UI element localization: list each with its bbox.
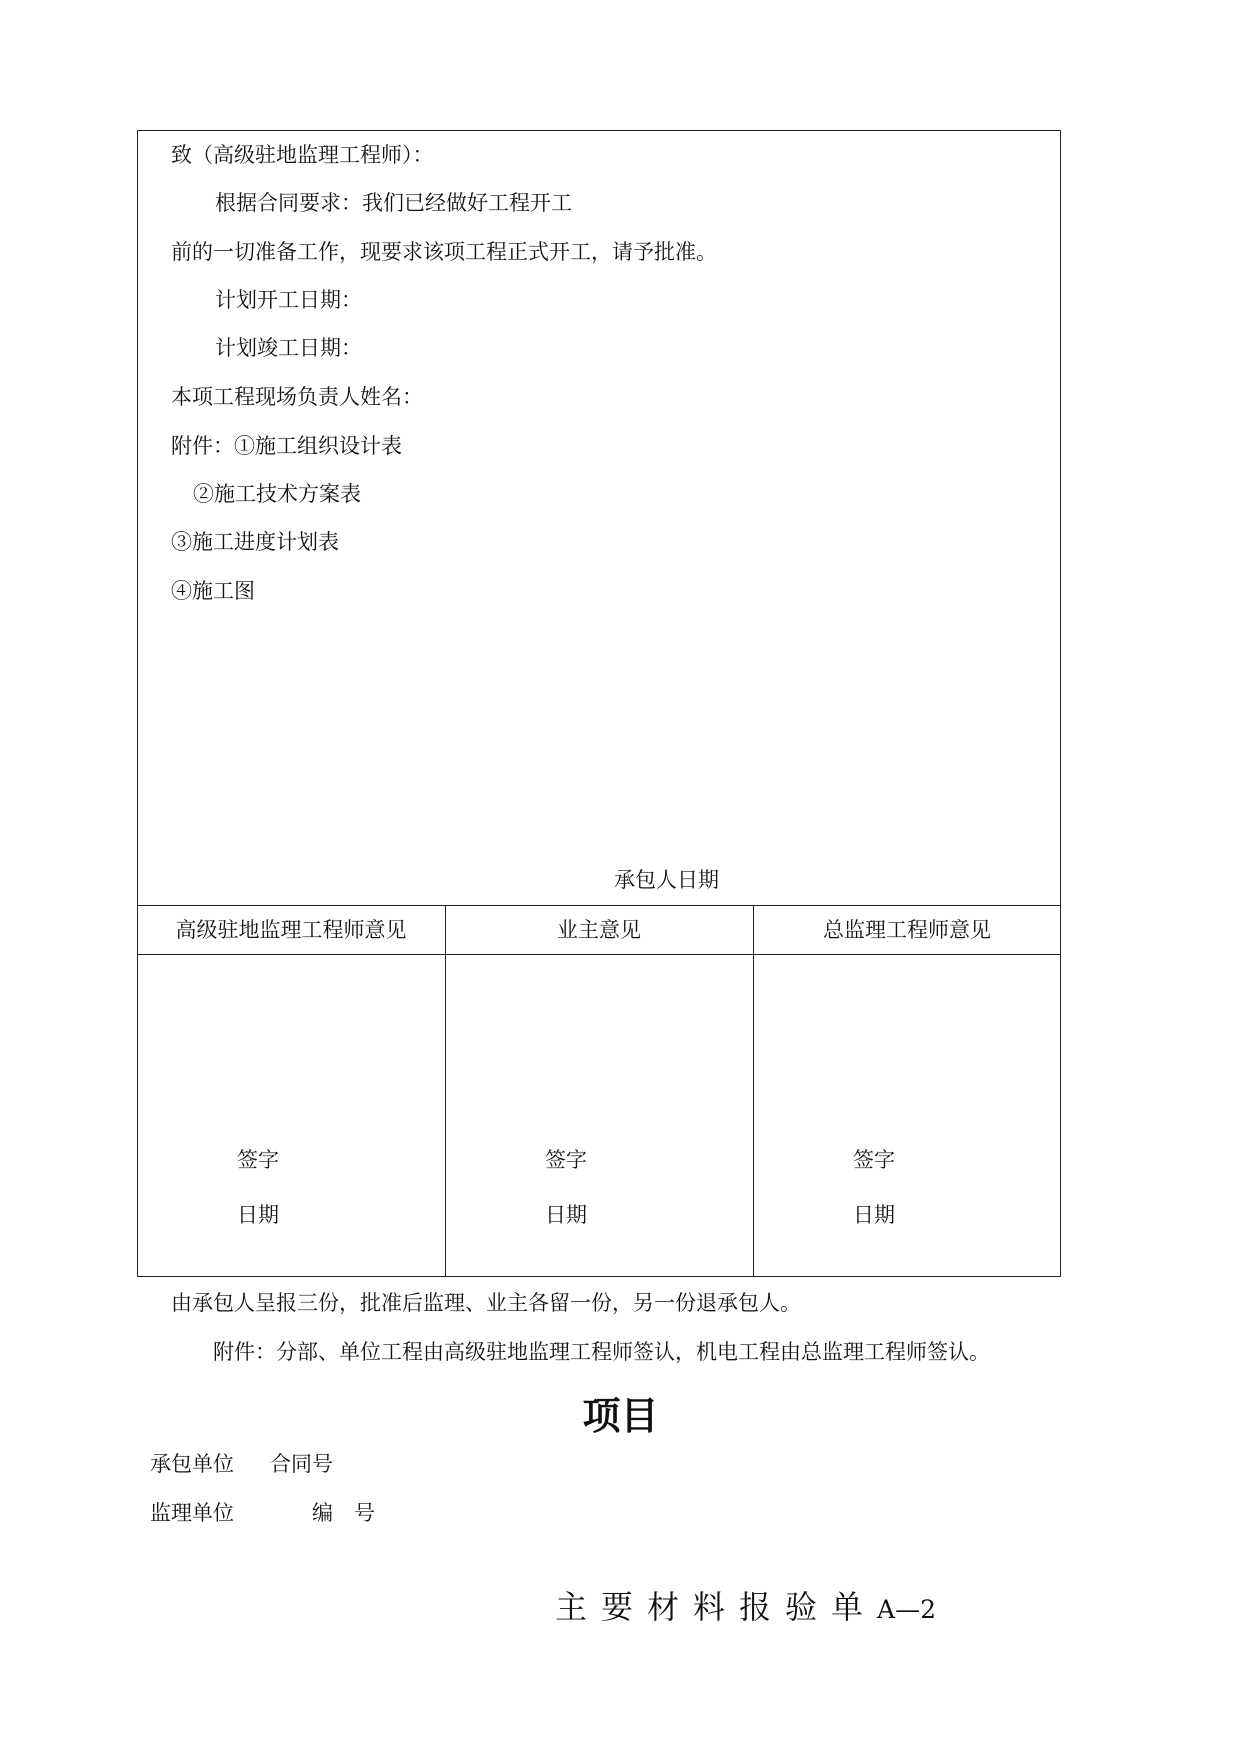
date-label: 日期 <box>237 1203 279 1227</box>
table-divider-top <box>137 905 1061 906</box>
contract-number-label: 合同号 <box>270 1452 333 1476</box>
attachment-3: ③施工进度计划表 <box>171 530 339 554</box>
material-inspection-form-title <box>555 1582 936 1628</box>
date-label: 日期 <box>545 1203 587 1227</box>
form-title-text: 主要材料报验单 <box>555 1588 878 1626</box>
attachment-1: 附件：①施工组织设计表 <box>171 434 402 458</box>
date-label: 日期 <box>853 1203 895 1227</box>
site-manager-label: 本项工程现场负责人姓名： <box>171 385 423 409</box>
contractor-unit-label: 承包单位 <box>150 1452 234 1476</box>
salutation: 致（高级驻地监理工程师）： <box>171 143 434 167</box>
submission-note: 由承包人呈报三份，批准后监理、业主各留一份，另一份退承包人。 <box>171 1291 801 1315</box>
planned-start-date-label: 计划开工日期： <box>215 288 362 312</box>
column-divider-1 <box>445 905 446 1277</box>
project-title: 项目 <box>582 1394 659 1438</box>
attachment-4: ④施工图 <box>171 579 255 603</box>
planned-finish-date-label: 计划竣工日期： <box>215 336 362 360</box>
serial-number-label: 编 号 <box>312 1501 375 1525</box>
signature-label: 签字 <box>545 1148 587 1172</box>
signature-label: 签字 <box>853 1148 895 1172</box>
supervision-unit-label: 监理单位 <box>150 1501 234 1525</box>
request-line-1: 根据合同要求：我们已经做好工程开工 <box>215 191 572 215</box>
attachment-2: ②施工技术方案表 <box>193 482 361 506</box>
form-code: A—2 <box>877 1595 936 1624</box>
request-line-2: 前的一切准备工作，现要求该项工程正式开工，请予批准。 <box>171 240 717 264</box>
chief-engineer-opinion-header: 总监理工程师意见 <box>823 918 991 942</box>
attachment-note: 附件：分部、单位工程由高级驻地监理工程师签认，机电工程由总监理工程师签认。 <box>213 1340 990 1364</box>
owner-opinion-header: 业主意见 <box>557 918 641 942</box>
signature-label: 签字 <box>237 1148 279 1172</box>
resident-engineer-opinion-header: 高级驻地监理工程师意见 <box>175 918 407 942</box>
table-divider-header <box>137 954 1061 955</box>
contractor-date-label: 承包人日期 <box>614 868 719 892</box>
column-divider-2 <box>753 905 754 1277</box>
